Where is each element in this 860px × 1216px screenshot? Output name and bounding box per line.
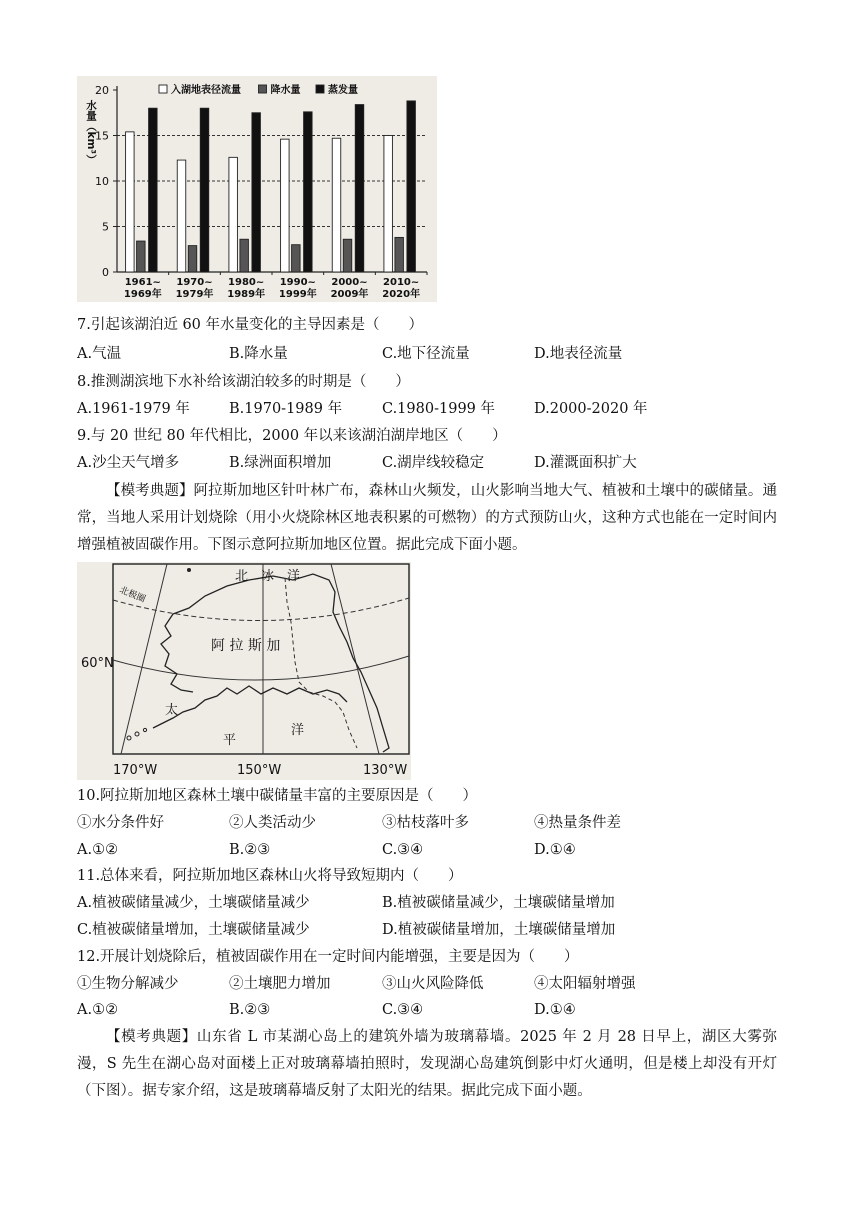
bar-3 xyxy=(407,101,416,272)
water-volume-bar-chart xyxy=(77,76,437,302)
bar-2 xyxy=(188,246,197,272)
question-7-stem: 7.引起该湖泊近 60 年水量变化的主导因素是（ ） xyxy=(77,317,424,333)
x-tick-label: 1999年 xyxy=(278,289,317,300)
y-tick-label: 20 xyxy=(95,84,109,97)
label-130w: 130°W xyxy=(363,763,408,778)
question-10-item-2: ②人类活动少 xyxy=(229,815,316,831)
question-8-option-c[interactable]: C.1980-1999 年 xyxy=(382,401,495,417)
bar-3 xyxy=(355,105,364,272)
question-9-option-c[interactable]: C.湖岸线较稳定 xyxy=(382,455,485,471)
x-tick-label: 1990~ xyxy=(279,277,316,288)
label-arctic-circle: 北极圈 xyxy=(117,585,147,605)
question-9-option-b[interactable]: B.绿洲面积增加 xyxy=(229,455,332,471)
question-12-option-c[interactable]: C.③④ xyxy=(382,1002,424,1018)
bar-1 xyxy=(229,157,238,272)
arctic-circle-line xyxy=(113,598,409,621)
bar-1 xyxy=(126,132,135,272)
passage-alaska: 【模考典题】阿拉斯加地区针叶林广布，森林山火频发，山火影响当地大气、植被和土壤中的碳储量。通常，当地人采用计划烧除（用小火烧除林区地表积累的可燃物）的方式预防山火，这种方式也能在一定时间内增强植被固碳作用。下图示意阿拉斯加地区位置。据此完成下面小题。 xyxy=(77,483,777,553)
question-9-stem: 9.与 20 世纪 80 年代相比，2000 年以来该湖泊湖岸地区（ ） xyxy=(77,428,507,444)
question-12-item-2: ②土壤肥力增加 xyxy=(229,976,331,992)
question-9-option-a[interactable]: A.沙尘天气增多 xyxy=(77,455,180,471)
y-tick-label: 5 xyxy=(102,220,109,234)
question-8-option-d[interactable]: D.2000-2020 年 xyxy=(534,401,648,417)
bar-2 xyxy=(137,241,146,272)
label-pacific-2: 平 xyxy=(223,733,237,748)
alaska-location-map xyxy=(77,562,411,780)
bar-3 xyxy=(200,108,209,272)
question-10-item-4: ④热量条件差 xyxy=(534,815,621,831)
label-60n: 60°N xyxy=(81,656,114,671)
map-svg xyxy=(77,562,411,780)
legend-label: 蒸发量 xyxy=(328,85,358,96)
x-tick-label: 1980~ xyxy=(228,277,265,288)
x-tick-label: 2009年 xyxy=(330,289,369,300)
question-7-option-d[interactable]: D.地表径流量 xyxy=(534,346,623,362)
question-11-option-c[interactable]: C.植被碳储量增加，土壤碳储量减少 xyxy=(77,922,310,938)
question-10-option-d[interactable]: D.①④ xyxy=(534,842,576,858)
bar-2 xyxy=(395,237,404,272)
x-tick-label: 1969年 xyxy=(123,289,162,300)
alaska-coastline xyxy=(153,574,389,752)
question-12-item-3: ③山火风险降低 xyxy=(382,976,484,992)
question-12-option-a[interactable]: A.①② xyxy=(77,1002,119,1018)
question-10-item-1: ①水分条件好 xyxy=(77,815,164,831)
legend-swatch xyxy=(259,85,267,93)
island xyxy=(143,728,146,731)
bar-3 xyxy=(252,113,261,272)
question-12-item-4: ④太阳辐射增强 xyxy=(534,976,636,992)
y-tick-label: 15 xyxy=(95,129,109,143)
bar-1 xyxy=(177,160,186,272)
bar-3 xyxy=(304,112,313,272)
island xyxy=(135,732,139,736)
x-tick-label: 1979年 xyxy=(175,289,214,300)
bar-3 xyxy=(149,108,158,272)
bar-2 xyxy=(240,239,249,272)
question-10-option-b[interactable]: B.②③ xyxy=(229,842,271,858)
bar-1 xyxy=(332,138,341,272)
question-11-stem: 11.总体来看，阿拉斯加地区森林山火将导致短期内（ ） xyxy=(77,868,463,884)
bar-1 xyxy=(281,139,290,272)
x-tick-label: 1961~ xyxy=(124,277,161,288)
bar-2 xyxy=(343,239,352,272)
question-7-option-a[interactable]: A.气温 xyxy=(77,346,122,362)
x-tick-label: 2010~ xyxy=(383,277,420,288)
chart-svg xyxy=(77,76,437,302)
question-10-option-a[interactable]: A.①② xyxy=(77,842,119,858)
question-12-stem: 12.开展计划烧除后，植被固碳作用在一定时间内能增强，主要是因为（ ） xyxy=(77,949,579,965)
question-12-option-b[interactable]: B.②③ xyxy=(229,1002,271,1018)
question-10-stem: 10.阿拉斯加地区森林土壤中碳储量丰富的主要原因是（ ） xyxy=(77,788,478,804)
label-alaska: 阿 拉 斯 加 xyxy=(211,638,281,654)
question-8-option-a[interactable]: A.1961-1979 年 xyxy=(77,401,190,417)
question-10-item-3: ③枯枝落叶多 xyxy=(382,815,469,831)
passage-glass-curtain-wall: 【模考典题】山东省 L 市某湖心岛上的建筑外墙为玻璃幕墙。2025 年 2 月 28 日早上，湖区大雾弥漫，S 先生在湖心岛对面楼上正对玻璃幕墙拍照时，发现湖心岛建筑倒影中灯火通明，但是楼上却没有开灯（下图）。据专家介绍，这是玻璃幕墙反射了太阳光的结果。据此完成下面小题。 xyxy=(77,1029,777,1099)
question-12-item-1: ①生物分解减少 xyxy=(77,976,179,992)
parallel-60n xyxy=(113,656,409,680)
y-axis-label: 水量（km³） xyxy=(85,100,97,165)
island xyxy=(127,736,131,740)
question-11-option-a[interactable]: A.植被碳储量减少，土壤碳储量减少 xyxy=(77,895,310,911)
label-pacific-3: 洋 xyxy=(291,723,305,738)
label-arctic-ocean: 北 冰 洋 xyxy=(235,569,301,584)
x-tick-label: 1970~ xyxy=(176,277,213,288)
label-pacific-1: 太 xyxy=(165,703,179,718)
legend-label: 降水量 xyxy=(270,85,301,96)
meridian-130w xyxy=(331,564,379,754)
question-11-option-b[interactable]: B.植被碳储量减少，土壤碳储量增加 xyxy=(382,895,615,911)
x-tick-label: 1989年 xyxy=(227,289,266,300)
island xyxy=(187,568,191,572)
question-12-option-d[interactable]: D.①④ xyxy=(534,1002,576,1018)
question-8-stem: 8.推测湖滨地下水补给该湖泊较多的时期是（ ） xyxy=(77,374,410,390)
bar-1 xyxy=(384,136,393,273)
question-8-option-b[interactable]: B.1970-1989 年 xyxy=(229,401,343,417)
question-10-option-c[interactable]: C.③④ xyxy=(382,842,424,858)
label-170w: 170°W xyxy=(113,763,158,778)
bar-2 xyxy=(292,245,301,272)
legend-swatch xyxy=(159,85,167,93)
x-tick-label: 2020年 xyxy=(382,289,421,300)
y-tick-label: 10 xyxy=(95,175,109,188)
y-tick-label: 0 xyxy=(102,266,109,279)
legend-label: 入湖地表径流量 xyxy=(171,85,241,96)
x-tick-label: 2000~ xyxy=(331,277,368,288)
question-9-option-d[interactable]: D.灌溉面积扩大 xyxy=(534,455,637,471)
question-7-option-c[interactable]: C.地下径流量 xyxy=(382,346,470,362)
legend-swatch xyxy=(316,85,324,93)
label-150w: 150°W xyxy=(237,763,282,778)
question-11-option-d[interactable]: D.植被碳储量增加，土壤碳储量增加 xyxy=(382,922,616,938)
question-7-option-b[interactable]: B.降水量 xyxy=(229,346,288,362)
